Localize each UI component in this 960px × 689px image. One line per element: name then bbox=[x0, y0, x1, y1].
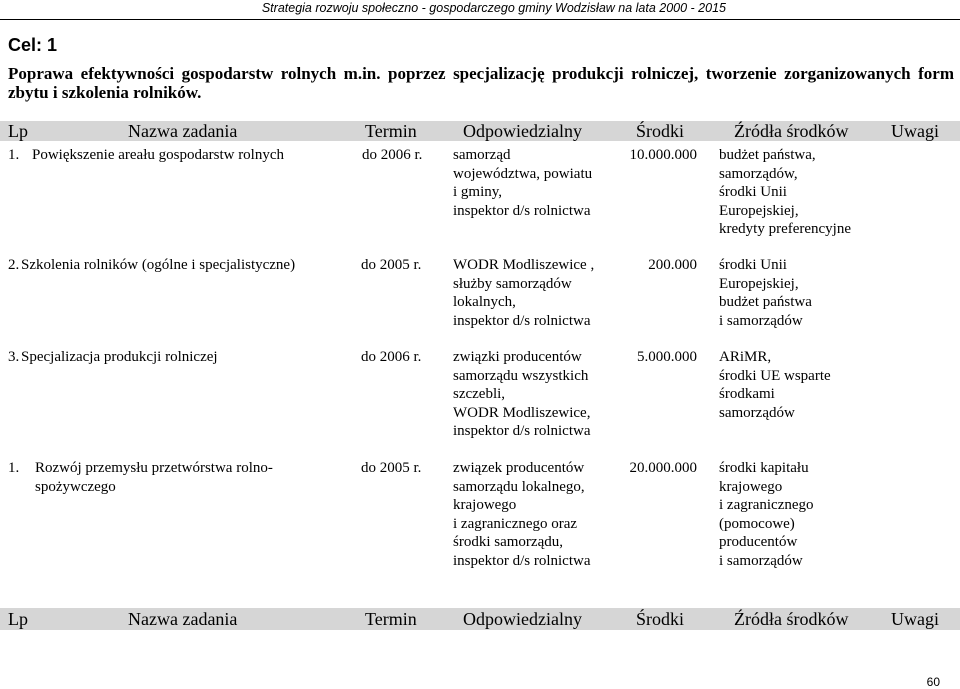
cell-line: Europejskiej, bbox=[719, 202, 799, 219]
cell-line: inspektor d/s rolnictwa bbox=[453, 202, 591, 219]
cell-responsible bbox=[453, 256, 594, 330]
cell-term: do 2006 r. bbox=[361, 349, 422, 365]
cell-line: środki Unii bbox=[719, 257, 787, 273]
cell-line: lokalnych, bbox=[453, 294, 516, 311]
cell-line: środki samorządu, bbox=[453, 534, 563, 551]
cell-line: kredyty preferencyjne bbox=[719, 221, 852, 238]
cell-line: samorządu lokalnego, bbox=[453, 478, 585, 495]
cell-line: związki producentów bbox=[453, 349, 582, 365]
cell-responsible bbox=[453, 146, 592, 220]
cell-line: i samorządów bbox=[719, 312, 803, 329]
cell-line: środkami bbox=[719, 386, 775, 403]
column-header-notes: Uwagi bbox=[891, 609, 939, 629]
cell-line: i samorządów bbox=[719, 552, 803, 569]
cell-funds: 10.000.000 bbox=[629, 147, 697, 163]
running-header: Strategia rozwoju społeczno - gospodarczego gminy Wodzisław na lata 2000 - 2015 bbox=[261, 1, 726, 15]
cell-line: inspektor d/s rolnictwa bbox=[453, 423, 591, 440]
cell-line: inspektor d/s rolnictwa bbox=[453, 312, 591, 329]
cell-fund-sources bbox=[719, 256, 812, 330]
cell-line: samorząd bbox=[453, 147, 511, 163]
cell-fund-sources bbox=[719, 459, 814, 571]
column-header-responsible: Odpowiedzialny bbox=[463, 609, 582, 629]
cell-line: samorządów, bbox=[719, 165, 798, 182]
column-header-task-name: Nazwa zadania bbox=[128, 121, 238, 141]
cell-funds: 5.000.000 bbox=[637, 349, 697, 365]
cell-fund-sources bbox=[719, 348, 831, 422]
column-header-term: Termin bbox=[365, 121, 417, 141]
cell-line: Specjalizacja produkcji rolniczej bbox=[21, 349, 218, 365]
cell-fund-sources bbox=[719, 146, 851, 239]
cell-line: środki Unii bbox=[719, 184, 787, 201]
cell-line: i zagranicznego oraz bbox=[453, 515, 578, 532]
cell-lp: 1. bbox=[8, 147, 20, 163]
cell-line: inspektor d/s rolnictwa bbox=[453, 552, 591, 569]
table-footer-header bbox=[0, 608, 960, 630]
cell-line: samorządu wszystkich bbox=[453, 367, 589, 384]
column-header-responsible: Odpowiedzialny bbox=[463, 121, 582, 141]
cell-line: producentów bbox=[719, 534, 798, 551]
cell-line: budżet państwa, bbox=[719, 147, 816, 163]
column-header-task-name: Nazwa zadania bbox=[128, 609, 238, 629]
goal-description: Poprawa efektywności gospodarstw rolnych m.in. poprzez specjalizację produkcji rolniczej, tworzenie zorganizowanych form zbytu i szkolenia rolników. bbox=[8, 64, 954, 102]
cell-line: związek producentów bbox=[453, 460, 585, 476]
column-header-lp: Lp bbox=[8, 121, 28, 141]
cell-line: WODR Modliszewice , bbox=[453, 257, 595, 273]
header-rule bbox=[0, 19, 960, 20]
cell-term: do 2005 r. bbox=[361, 257, 422, 273]
column-header-notes: Uwagi bbox=[891, 121, 939, 141]
cell-line: krajowego bbox=[719, 478, 783, 495]
column-header-term: Termin bbox=[365, 609, 417, 629]
column-header-fund-sources: Źródła środków bbox=[734, 609, 849, 629]
cell-line: budżet państwa bbox=[719, 294, 812, 311]
cell-line: i gminy, bbox=[453, 184, 503, 201]
cell-line: samorządów bbox=[719, 404, 795, 421]
cell-line: krajowego bbox=[453, 497, 517, 514]
cell-task-name bbox=[35, 459, 273, 496]
cell-responsible bbox=[453, 459, 590, 571]
column-header-lp: Lp bbox=[8, 609, 28, 629]
cell-line: i zagranicznego bbox=[719, 497, 814, 514]
cell-line: spożywczego bbox=[35, 478, 116, 495]
cell-funds: 200.000 bbox=[648, 257, 697, 273]
cell-task-name bbox=[32, 146, 284, 165]
cell-line: WODR Modliszewice, bbox=[453, 404, 591, 421]
cell-line: Szkolenia rolników (ogólne i specjalistyczne) bbox=[21, 257, 296, 273]
cell-lp: 2. bbox=[8, 257, 20, 273]
cell-line: ARiMR, bbox=[719, 349, 772, 365]
cell-term: do 2005 r. bbox=[361, 460, 422, 476]
cell-line: Powiększenie areału gospodarstw rolnych bbox=[32, 147, 285, 163]
page-number: 60 bbox=[926, 675, 940, 689]
cell-task-name bbox=[21, 348, 218, 367]
goal-title: Cel: 1 bbox=[8, 35, 58, 55]
cell-lp: 1. bbox=[8, 460, 20, 476]
cell-line: Europejskiej, bbox=[719, 275, 799, 292]
cell-line: Rozwój przemysłu przetwórstwa rolno- bbox=[35, 460, 273, 476]
table-header bbox=[0, 121, 960, 141]
column-header-fund-sources: Źródła środków bbox=[734, 121, 849, 141]
cell-term: do 2006 r. bbox=[362, 147, 423, 163]
cell-line: (pomocowe) bbox=[719, 515, 795, 532]
cell-responsible bbox=[453, 348, 590, 441]
cell-line: środki UE wsparte bbox=[719, 367, 831, 384]
column-header-funds: Środki bbox=[636, 609, 685, 629]
cell-line: środki kapitału bbox=[719, 460, 809, 476]
cell-funds: 20.000.000 bbox=[629, 460, 697, 476]
column-header-funds: Środki bbox=[636, 121, 685, 141]
cell-line: szczebli, bbox=[453, 386, 506, 403]
cell-line: województwa, powiatu bbox=[453, 165, 593, 182]
cell-task-name bbox=[21, 256, 295, 275]
cell-line: służby samorządów bbox=[453, 275, 572, 292]
cell-lp: 3. bbox=[8, 349, 20, 365]
